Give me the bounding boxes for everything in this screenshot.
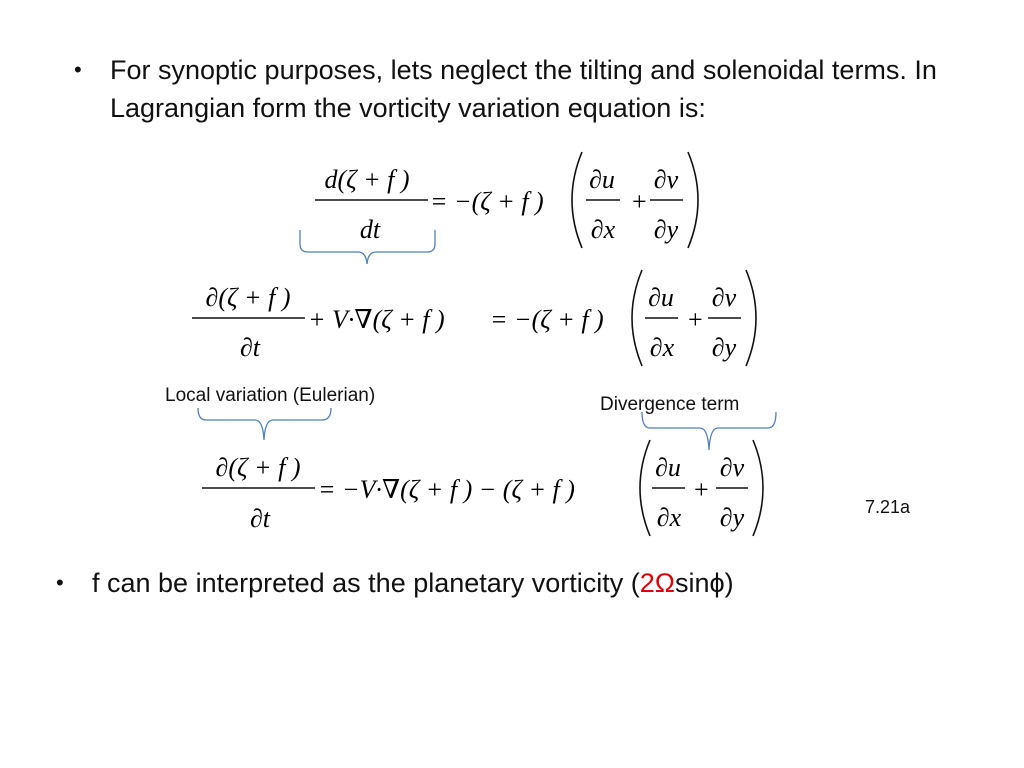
eq2-rhs-factor: = −(ζ + f ) [490,305,604,334]
eq2-dv: ∂v [711,283,737,312]
eq3-dv: ∂v [719,453,745,482]
eq1-denominator: dt [359,215,381,244]
bullet-marker: • [74,57,82,82]
eq2-dy: ∂y [711,333,737,362]
eq3-dy: ∂y [719,503,745,532]
eq1-du: ∂u [589,165,615,194]
svg-text:+: + [632,187,647,216]
bullet-planetary-vorticity [56,564,972,602]
svg-text:+: + [688,305,703,334]
bullet-text-pre: f can be interpreted as the planetary vorticity ( [92,568,640,598]
eq2-advection: + V·∇(ζ + f ) [308,305,445,334]
eq2-numerator: ∂(ζ + f ) [205,283,291,312]
svg-text:+: + [694,475,709,504]
equation-number: 7.21a [865,497,911,517]
equation-lagrangian [315,152,698,248]
label-divergence-term: Divergence term [600,394,740,415]
bullet-text: For synoptic purposes, lets neglect the tilting and solenoidal terms. In Lagrangian form the vorticity variation equation is: [110,55,937,123]
eq3-dx: ∂x [656,503,682,532]
eq2-denominator: ∂t [239,333,261,362]
label-local-variation: Local variation (Eulerian) [165,385,376,406]
eq1-rhs-factor: = −(ζ + f ) [430,187,544,216]
eq3-rhs: = −V·∇(ζ + f ) − (ζ + f ) [318,475,575,504]
eq2-dx: ∂x [649,333,675,362]
eq3-denominator: ∂t [249,504,271,533]
equation-7-21a [202,440,763,536]
eq3-numerator: ∂(ζ + f ) [215,453,301,482]
eq1-dx: ∂x [590,215,616,244]
brace-local-variation [198,408,331,440]
equation-eulerian-expanded [192,270,756,366]
brace-divergence [642,412,776,450]
eq2-du: ∂u [648,283,674,312]
eq1-dv: ∂v [653,165,679,194]
bullet-text-post: sinϕ) [674,568,734,598]
eq1-numerator: d(ζ + f ) [324,165,410,194]
eq1-dy: ∂y [653,215,679,244]
bullet-marker: • [56,570,64,595]
eq3-du: ∂u [655,453,681,482]
two-omega-highlight: 2Ω [639,568,675,598]
